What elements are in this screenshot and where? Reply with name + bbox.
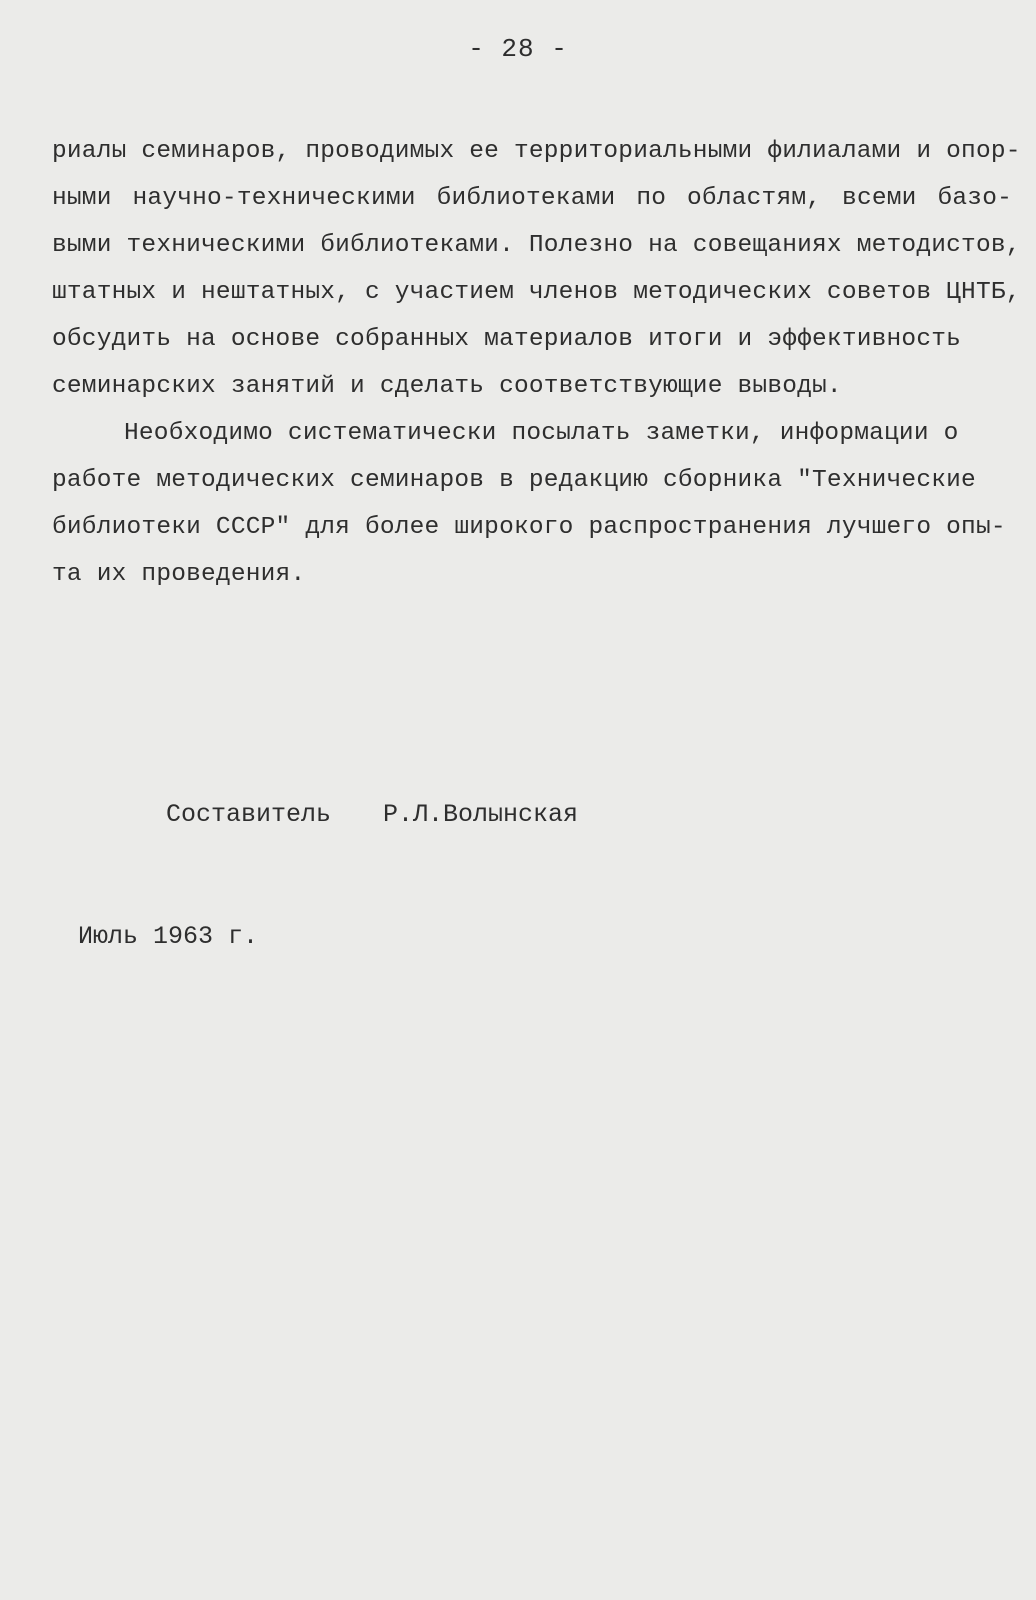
body-text-line: Необходимо систематически посылать заметки, информации о	[124, 420, 959, 447]
compiler-label: Составитель	[166, 800, 332, 829]
compiler-name: Р.Л.Волынская	[383, 800, 579, 829]
body-text-line: обсудить на основе собранных материалов итоги и эффективность	[52, 326, 962, 353]
document-date: Июль 1963 г.	[78, 922, 259, 951]
body-text-line: та их проведения.	[52, 561, 306, 588]
body-text-line: ными научно-техническими библиотеками по областям, всеми базо-	[52, 185, 1012, 212]
body-text-line: риалы семинаров, проводимых ее территориальными филиалами и опор-	[52, 138, 1021, 165]
body-text-line: библиотеки СССР" для более широкого распространения лучшего опы-	[52, 514, 1006, 541]
compiler-signature	[166, 800, 578, 829]
page-number: - 28 -	[468, 34, 568, 64]
body-text-line: семинарских занятий и сделать соответствующие выводы.	[52, 373, 842, 400]
body-text-line: штатных и нештатных, с участием членов методических советов ЦНТБ,	[52, 279, 1021, 306]
body-text-line: выми техническими библиотеками. Полезно на совещаниях методистов,	[52, 232, 1021, 259]
body-text-line: работе методических семинаров в редакцию сборника "Технические	[52, 467, 976, 494]
